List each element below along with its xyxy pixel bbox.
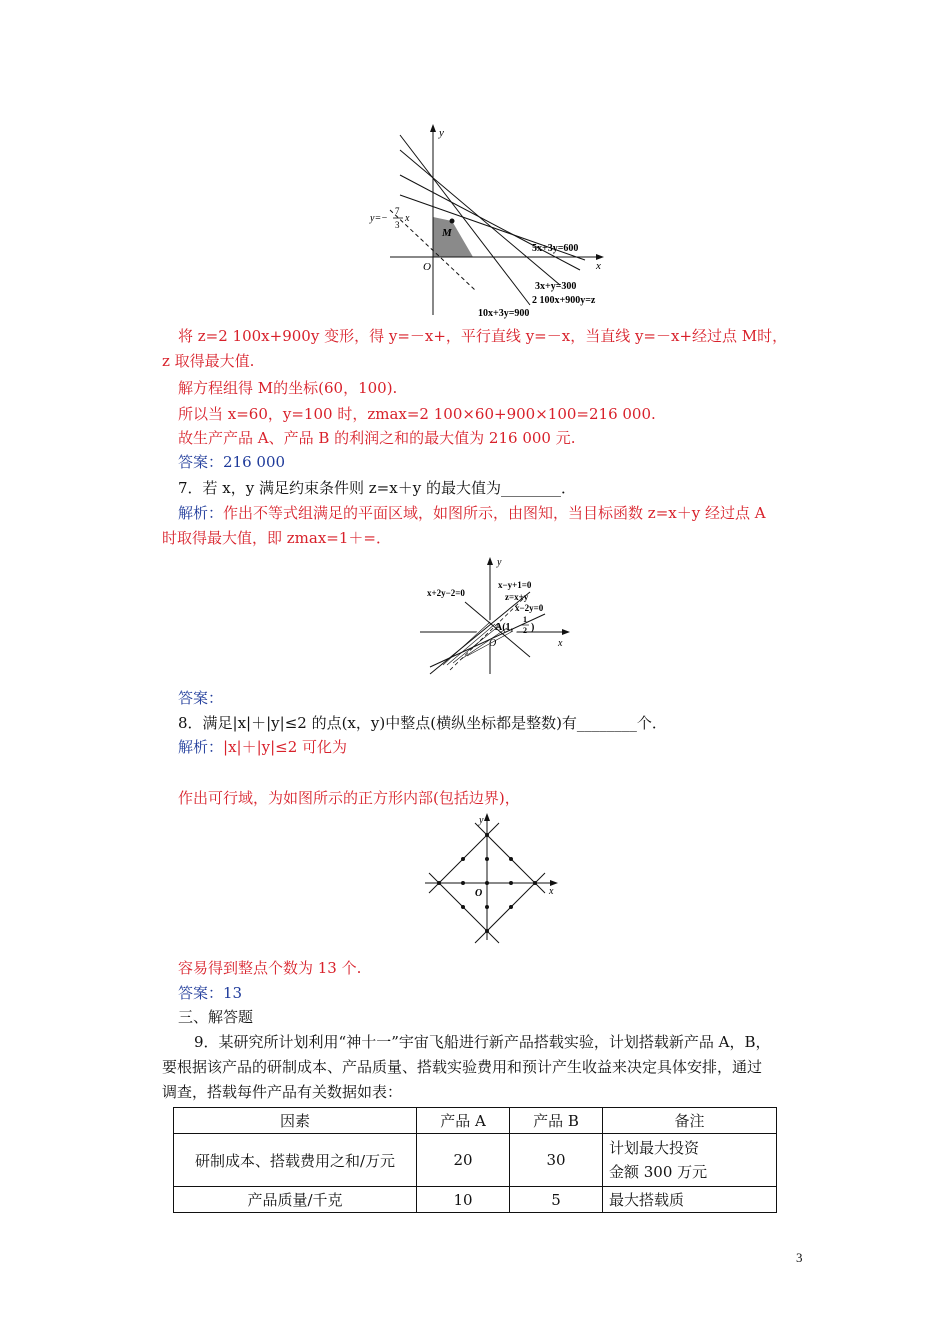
- table-cell: 5: [510, 1187, 603, 1213]
- q7-analysis-line2: 时取得最大值，即 zmax=1＋=．: [162, 529, 391, 547]
- solution6-line5: 故生产产品 A、产品 B 的利润之和的最大值为 216 000 元.: [178, 429, 576, 447]
- point-m: [450, 219, 455, 224]
- fig2-eq3: z=x+y: [505, 592, 529, 602]
- fig2-point-a-den: 2: [523, 626, 527, 635]
- fig3-y-label: y: [479, 815, 484, 826]
- table-row: [174, 1187, 777, 1213]
- fig1-slope-num: 7: [395, 206, 400, 216]
- table-header-cell: 因素: [174, 1108, 417, 1134]
- solution6-line4: 所以当 x=60，y=100 时，zmax=2 100×60+900×100=216 000.: [178, 405, 656, 423]
- q9-line1: 9．某研究所计划利用“神十一”宇宙飞船进行新产品搭载实验，计划搭载新产品 A，B，: [194, 1033, 771, 1051]
- q8-answer: 答案：13: [178, 984, 243, 1002]
- fig3-origin-label: O: [475, 888, 483, 899]
- fig2-y-label: y: [497, 557, 502, 568]
- data-table: [173, 1107, 777, 1213]
- q8-analysis-label: 解析：: [178, 738, 224, 756]
- table-header-row: [174, 1108, 777, 1134]
- table-cell: 最大搭载质: [603, 1187, 777, 1213]
- q9-line2: 要根据该产品的研制成本、产品质量、搭载实验费用和预计产生收益来决定具体安排，通过: [162, 1058, 763, 1076]
- table-cell: 30: [510, 1134, 603, 1187]
- question-7: 7．若 x，y 满足约束条件则 z=x＋y 的最大值为________．: [178, 479, 576, 497]
- figure-3-diamond-region: [420, 810, 570, 945]
- fig1-x-label: x: [596, 260, 601, 272]
- solution6-line1: 将 z=2 100x+900y 变形，得 y=－x+，平行直线 y=－x，当直线 y=－x+经过点 M时，: [178, 327, 788, 345]
- fig2-point-a-num: 1: [523, 615, 527, 624]
- fig1-eq3: 2 100x+900y=z: [532, 295, 596, 306]
- fig2-point-a: A(1,: [495, 622, 514, 633]
- table-header-cell: 备注: [603, 1108, 777, 1134]
- question-8: 8．满足|x|＋|y|≤2 的点(x，y)中整点(横纵坐标都是整数)有________个．: [178, 714, 667, 732]
- figure-3-svg: [420, 810, 570, 945]
- page-number: 3: [796, 1250, 803, 1265]
- figure-2-svg: [415, 552, 575, 682]
- table-cell: 20: [417, 1134, 510, 1187]
- figure-1-feasible-region: [360, 120, 620, 320]
- q7-analysis: [178, 503, 766, 523]
- fig2-point-a-close: ): [531, 622, 535, 633]
- figure-2-feasible-region: [415, 552, 575, 682]
- table-cell-line: 计划最大投资: [609, 1139, 700, 1157]
- q8-conclusion: 容易得到整点个数为 13 个.: [178, 959, 362, 977]
- table-cell: 产品质量/千克: [174, 1187, 417, 1213]
- q8-analysis: [178, 737, 347, 757]
- table-cell: 研制成本、搭载费用之和/万元: [174, 1134, 417, 1187]
- q8-analysis-line2: 作出可行域，为如图所示的正方形内部(包括边界)，: [178, 789, 520, 807]
- solution6-line3: 解方程组得 M的坐标(60，100).: [178, 379, 398, 397]
- table-cell: 10: [417, 1187, 510, 1213]
- fig2-origin-label: O: [489, 638, 497, 649]
- section-3-title: 三、解答题: [178, 1008, 254, 1026]
- fig1-eq4: 10x+3y=900: [478, 308, 530, 319]
- fig2-x-label: x: [558, 638, 563, 649]
- solution6-answer: 答案：216 000: [178, 453, 286, 471]
- table-cell-line: 金额 300 万元: [609, 1163, 708, 1181]
- table-row: [174, 1134, 777, 1187]
- fig1-slope-x: x: [405, 213, 410, 224]
- q7-answer: 答案：: [178, 689, 224, 707]
- fig2-eq4: x−2y=0: [515, 603, 544, 613]
- line-2100x900y: [400, 175, 580, 270]
- solution6-line2: z 取得最大值.: [162, 352, 255, 370]
- table-header-cell: 产品 A: [417, 1108, 510, 1134]
- fig1-y-label: y: [439, 127, 444, 139]
- q7-analysis-label: 解析：: [178, 504, 224, 522]
- fig1-eq1: 5x+3y=600: [532, 243, 579, 254]
- fig1-slope-den: 3: [395, 220, 400, 230]
- q9-line3: 调查，搭载每件产品有关数据如表：: [162, 1083, 403, 1101]
- figure-1-svg: [360, 120, 620, 320]
- fig1-m-label: M: [442, 227, 452, 239]
- fig3-x-label: x: [549, 886, 554, 897]
- table-cell: [603, 1134, 777, 1187]
- line-10x3y900: [400, 135, 530, 305]
- table-header-cell: 产品 B: [510, 1108, 603, 1134]
- fig1-eq2: 3x+y=300: [535, 281, 577, 292]
- fig1-slope-label: y=−: [370, 213, 388, 224]
- fig2-eq2: x−y+1=0: [498, 580, 532, 590]
- q7-analysis-text: 作出不等式组满足的平面区域，如图所示，由图知，当目标函数 z=x＋y 经过点 A: [223, 504, 766, 522]
- fig2-eq1: x+2y−2=0: [427, 588, 465, 598]
- fig1-origin-label: O: [423, 261, 431, 273]
- q8-analysis-text: |x|＋|y|≤2 可化为: [223, 738, 348, 756]
